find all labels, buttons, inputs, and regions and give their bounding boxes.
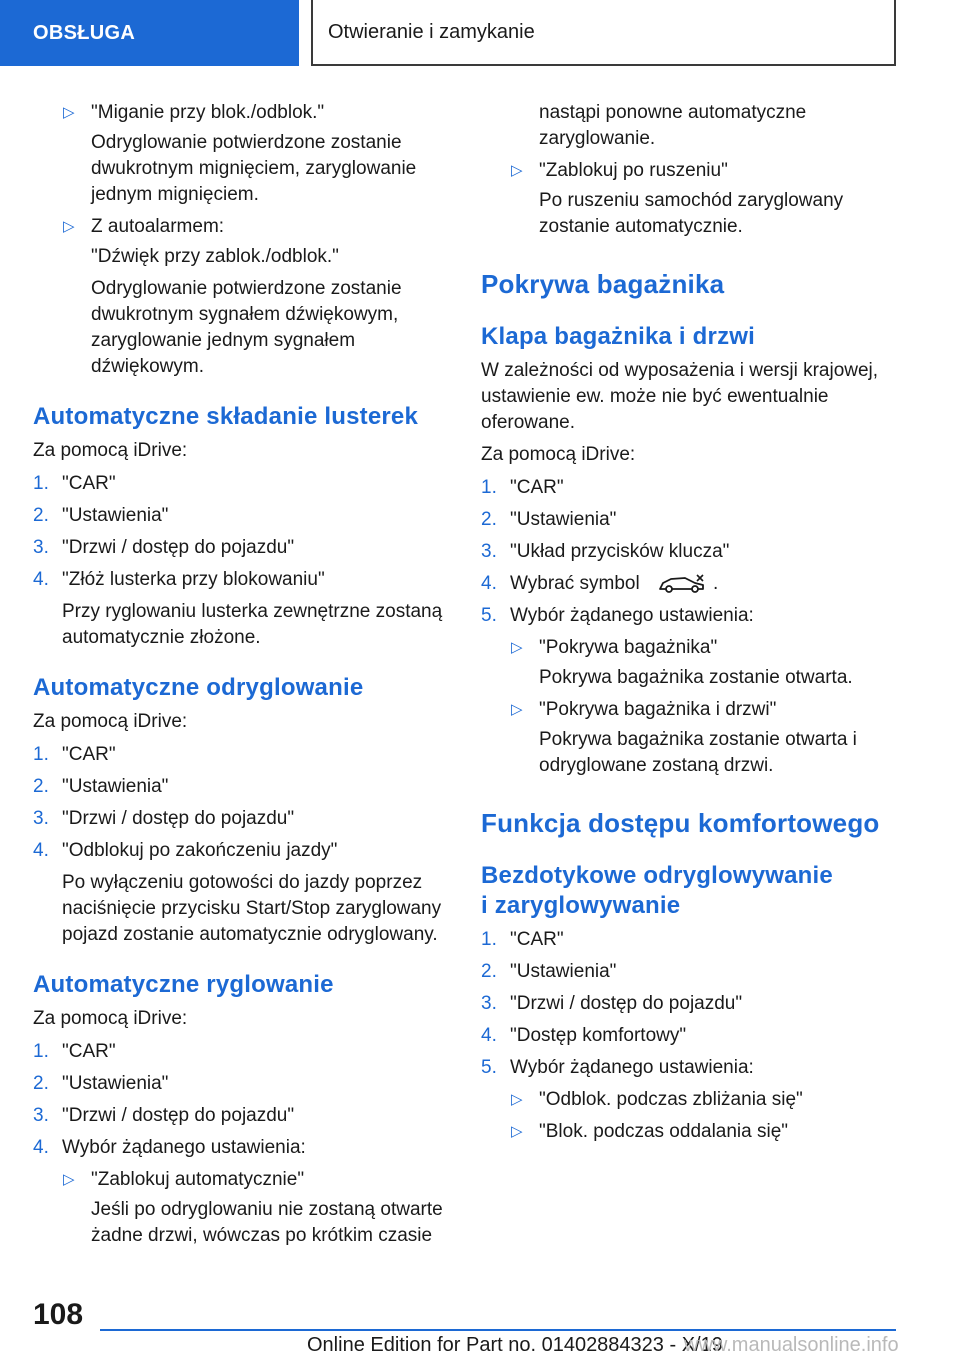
list-item: 1. "CAR" — [33, 744, 116, 765]
edition-text: Online Edition for Part no. 01402884323 - X/19 — [307, 1334, 723, 1356]
list-item: 4. Wybór żądanego ustawienia: — [33, 1137, 306, 1158]
watermark: www.manualsonline.info — [684, 1334, 899, 1356]
page-number: 108 — [33, 1298, 84, 1331]
step-note: Przy ryglowaniu lusterka zewnętrzne zostaną automatycznie złożone. — [62, 601, 443, 648]
list-item: ▷ "Blok. podczas oddalania się" — [481, 1119, 901, 1145]
item-description: Pokrywa bagażnika zostanie otwarta. — [539, 667, 853, 688]
item-description: Jeśli po odryglowaniu nie zostaną otwarte żadne drzwi, wówczas po krótkim czasie — [91, 1199, 443, 1246]
list-item: 3. "Drzwi / dostęp do pojazdu" — [33, 808, 295, 829]
triangle-bullet-icon: ▷ — [63, 104, 75, 121]
list-item: ▷ Z autoalarmem: — [33, 214, 451, 240]
list-item: 4. "Dostęp komfortowy" — [481, 1025, 687, 1046]
triangle-bullet-icon: ▷ — [511, 701, 523, 718]
list-item: 2. "Ustawienia" — [481, 509, 617, 530]
list-item: ▷ "Zablokuj automatycznie" — [33, 1167, 451, 1193]
footer-divider — [100, 1329, 896, 1331]
item-description: nastąpi ponowne automatyczne zaryglowanie. — [539, 102, 807, 149]
intro-text: Za pomocą iDrive: — [33, 440, 188, 461]
list-item: 3. "Układ przycisków klucza" — [481, 541, 730, 562]
list-item: ▷ "Zablokuj po ruszeniu" — [481, 158, 901, 184]
list-item: 5. Wybór żądanego ustawienia: — [481, 605, 754, 626]
item-description: Odryglowanie potwierdzone zostanie dwukrotnym sygnałem dźwiękowym, zaryglowanie jednym sygnałem dźwiękowym. — [91, 278, 402, 377]
triangle-bullet-icon: ▷ — [511, 1123, 523, 1140]
section-heading: Automatyczne odryglowanie — [33, 674, 364, 701]
triangle-bullet-icon: ▷ — [511, 162, 523, 179]
list-item: 3. "Drzwi / dostęp do pojazdu" — [33, 537, 295, 558]
item-description: "Dźwięk przy zablok./odblok." — [91, 246, 339, 267]
list-item: 5. Wybór żądanego ustawienia: — [481, 1057, 754, 1078]
chapter-header — [311, 0, 896, 66]
list-item: 4. Wybrać symbol . — [481, 573, 719, 594]
section-tab — [0, 0, 299, 66]
section-heading: Automatyczne składanie lusterek — [33, 403, 419, 430]
item-description: Pokrywa bagażnika zostanie otwarta i odryglowane zostaną drzwi. — [539, 729, 857, 776]
car-key-icon — [657, 572, 707, 596]
list-item: 4. "Odblokuj po zakończeniu jazdy" — [33, 840, 338, 861]
list-item: 4. "Złóż lusterka przy blokowaniu" — [33, 569, 325, 590]
list-item: 3. "Drzwi / dostęp do pojazdu" — [481, 993, 743, 1014]
section-heading: Bezdotykowe odryglowywanie — [481, 862, 833, 889]
item-description: Odryglowanie potwierdzone zostanie dwukrotnym mignięciem, zaryglowanie jednym mignięciem. — [91, 132, 417, 205]
item-description: Po ruszeniu samochód zaryglowany zostanie automatycznie. — [539, 190, 844, 237]
list-item: ▷ "Odblok. podczas zbliżania się" — [481, 1087, 901, 1113]
triangle-bullet-icon: ▷ — [511, 639, 523, 656]
right-column — [481, 100, 901, 1151]
chapter-heading: Pokrywa bagażnika — [481, 269, 725, 299]
list-item: 2. "Ustawienia" — [33, 505, 169, 526]
triangle-bullet-icon: ▷ — [63, 1171, 75, 1188]
triangle-bullet-icon: ▷ — [63, 218, 75, 235]
intro-text: Za pomocą iDrive: — [33, 1008, 188, 1029]
step-note: Po wyłączeniu gotowości do jazdy poprzez naciśnięcie przycisku Start/Stop zaryglowany pojazd zostanie automatycznie odryglowany. — [62, 872, 442, 945]
chapter-title: Otwieranie i zamykanie — [328, 20, 535, 43]
list-item: 2. "Ustawienia" — [481, 961, 617, 982]
list-item: 2. "Ustawienia" — [33, 1073, 169, 1094]
chapter-heading: Funkcja dostępu komfortowego — [481, 808, 880, 838]
list-item: 1. "CAR" — [481, 929, 564, 950]
intro-text: Za pomocą iDrive: — [33, 711, 188, 732]
list-item: 2. "Ustawienia" — [33, 776, 169, 797]
triangle-bullet-icon: ▷ — [511, 1091, 523, 1108]
list-item: 1. "CAR" — [481, 477, 564, 498]
list-item: ▷ "Pokrywa bagażnika i drzwi" — [481, 697, 901, 723]
list-item: ▷ "Miganie przy blok./odblok." — [33, 100, 451, 126]
left-column — [33, 100, 451, 1255]
list-item: ▷ "Pokrywa bagażnika" — [481, 635, 901, 661]
paragraph: W zależności od wyposażenia i wersji krajowej, ustawienie ew. może nie być ewentualnie oferowane. — [481, 360, 879, 433]
list-item: 3. "Drzwi / dostęp do pojazdu" — [33, 1105, 295, 1126]
intro-text: Za pomocą iDrive: — [481, 444, 636, 465]
section-heading: Automatyczne ryglowanie — [33, 971, 334, 998]
section-heading: i zaryglowywanie — [481, 892, 681, 919]
section-heading: Klapa bagażnika i drzwi — [481, 323, 756, 350]
section-title: OBSŁUGA — [33, 21, 136, 44]
list-item: 1. "CAR" — [33, 1041, 116, 1062]
list-item: 1. "CAR" — [33, 473, 116, 494]
